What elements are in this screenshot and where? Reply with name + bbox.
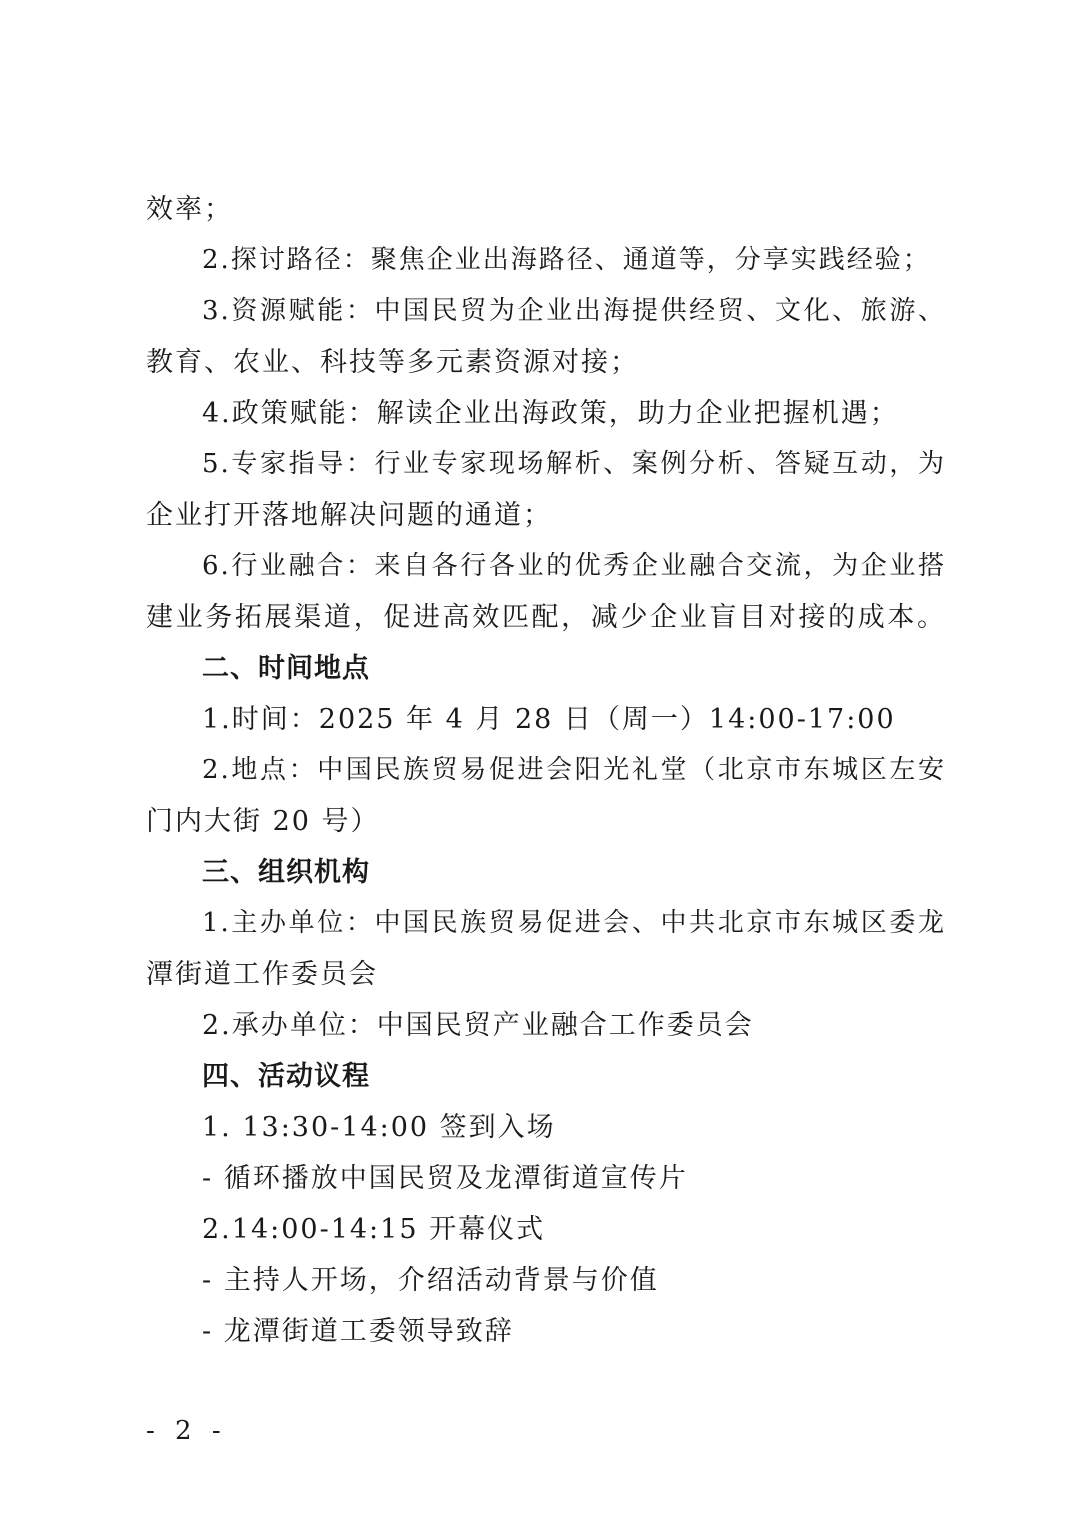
paragraph-line: 6.行业融合：来自各行各业的优秀企业融合交流，为企业搭 xyxy=(202,551,946,581)
section-heading-agenda: 四、活动议程 xyxy=(202,1061,370,1092)
paragraph-line: 企业打开落地解决问题的通道； xyxy=(146,500,552,531)
paragraph-line: 5.专家指导：行业专家现场解析、案例分析、答疑互动，为 xyxy=(202,449,946,479)
paragraph-line: 建业务拓展渠道，促进高效匹配，减少企业盲目对接的成本。 xyxy=(146,602,946,633)
paragraph-line: 1.时间：2025 年 4 月 28 日（周一）14:00-17:00 xyxy=(202,704,896,735)
paragraph-line: 2.承办单位：中国民贸产业融合工作委员会 xyxy=(202,1010,754,1041)
paragraph-line: 3.资源赋能：中国民贸为企业出海提供经贸、文化、旅游、 xyxy=(202,296,946,326)
paragraph-line: 教育、农业、科技等多元素资源对接； xyxy=(146,347,639,378)
paragraph-line: 2.地点：中国民族贸易促进会阳光礼堂（北京市东城区左安 xyxy=(202,755,946,785)
document-body xyxy=(146,184,946,1357)
section-heading-time-location: 二、时间地点 xyxy=(202,653,370,684)
paragraph-line: 效率； xyxy=(146,194,233,225)
agenda-item: - 主持人开场，介绍活动背景与价值 xyxy=(202,1265,659,1296)
agenda-item: - 循环播放中国民贸及龙潭街道宣传片 xyxy=(202,1163,688,1194)
paragraph-line: 门内大街 20 号） xyxy=(146,806,380,837)
paragraph-line: 2.探讨路径：聚焦企业出海路径、通道等，分享实践经验； xyxy=(202,245,931,275)
paragraph-line: 1.主办单位：中国民族贸易促进会、中共北京市东城区委龙 xyxy=(202,908,946,938)
agenda-item: - 龙潭街道工委领导致辞 xyxy=(202,1316,514,1347)
section-heading-organization: 三、组织机构 xyxy=(202,857,370,888)
agenda-item: 1. 13:30-14:00 签到入场 xyxy=(202,1112,556,1143)
agenda-item: 2.14:00-14:15 开幕仪式 xyxy=(202,1214,546,1245)
page-number: - 2 - xyxy=(146,1416,227,1446)
paragraph-line: 潭街道工作委员会 xyxy=(146,959,378,990)
paragraph-line: 4.政策赋能：解读企业出海政策，助力企业把握机遇； xyxy=(202,398,899,429)
